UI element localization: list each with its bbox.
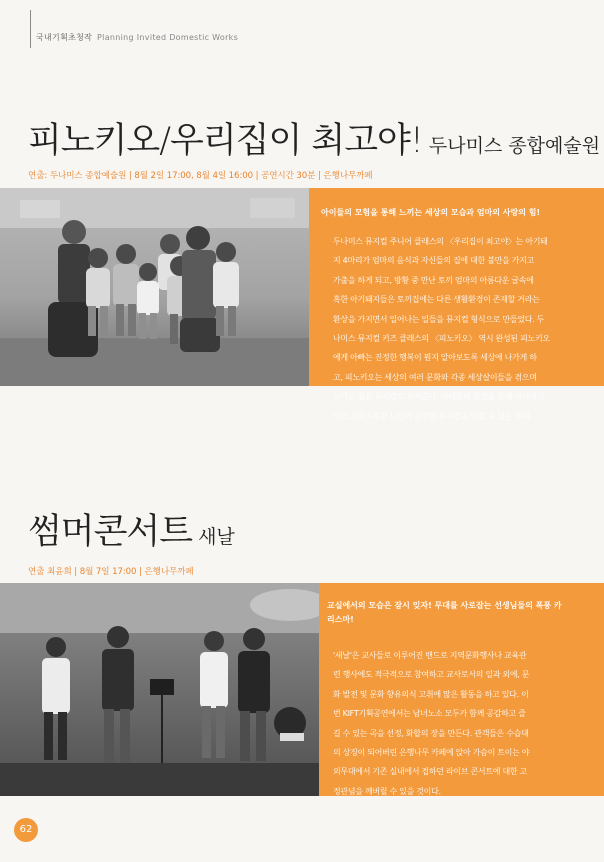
work2-body xyxy=(333,646,599,801)
work2-body-line: 번 KIFT기획공연에서는 남녀노소 모두가 함께 공감하고 즐 xyxy=(333,709,526,719)
work1-credit: 연출: 두나미스 종합예술원 | 8월 2일 17:00, 8월 4일 16:00 | 공연시간 30분 | 은행나무까페 xyxy=(28,171,373,181)
page-number: 62 xyxy=(14,818,38,842)
work2-body-line: '새날'은 교사들로 이루어진 밴드로 지역문화행사나 교육관 xyxy=(333,651,527,660)
work1-body-line: 지 4마리가 엄마의 음식과 자신들의 집에 대한 불만을 가지고 xyxy=(333,256,535,266)
section-label-ko: 국내기획초청작 xyxy=(36,33,93,42)
work1-title: 피노키오/우리집이 최고야! xyxy=(28,121,423,161)
work2-credit: 연출 최윤희 | 8월 7일 17:00 | 은행나무까페 xyxy=(28,567,194,577)
work2-lead-line: 교실에서의 모습은 잠시 잊자! 무대를 사로잡는 선생님들의 폭풍 카 xyxy=(327,601,562,610)
work1-lead: 아이들의 모험을 통해 느끼는 세상의 모습과 엄마의 사랑의 힘! xyxy=(321,208,541,217)
work2-photo-illustration xyxy=(0,583,319,796)
work2-body-line: 련 행사에도 적극적으로 참여하고 교사로서의 일과 외에, 문 xyxy=(333,670,530,680)
work2-body-line: 화 발전 및 문화 향유의식 고취에 많은 활동을 하고 있다. 이 xyxy=(333,689,529,699)
work2-body-line: 의 상징이 되어버린 은행나무 카페에 앉아 가슴이 트이는 야 xyxy=(333,748,530,758)
work1-body-line: 나미스 뮤지컬 키즈 클래스의 〈피노키오〉 역시 완성된 피노키오 xyxy=(333,334,550,344)
work2-info-panel xyxy=(319,583,604,796)
work1-body-line: 하고 오목조목한 느낌의 신선한 뮤지컬을 맛볼 수 있는 무대. xyxy=(333,411,532,421)
work1-title-block xyxy=(28,113,600,163)
work2-body-line: 길 수 있는 곡을 선정, 화합의 장을 만든다. 관객들은 수습대 xyxy=(333,728,529,738)
work2-company: 새날 xyxy=(198,526,235,548)
work2-lead xyxy=(327,599,599,627)
work1-body-line: 혹한 아기돼지들은 토끼집에는 다른 생활환경이 존재할 거라는 xyxy=(333,295,540,305)
work1-photo xyxy=(0,188,309,386)
work1-body xyxy=(333,232,599,426)
work2-lead-line: 리스마! xyxy=(327,615,354,624)
work1-info-panel xyxy=(309,188,604,421)
work2-photo xyxy=(0,583,319,796)
work2-title: 썸머콘서트 xyxy=(28,512,193,552)
work2-body-line: 외무대에서 기존 실내에서 접하던 라이브 콘서트에 대한 고 xyxy=(333,767,527,777)
work1-body-line: 고, 피노키오는 세상의 여러 문화와 각종 세상살이들을 겪으며 xyxy=(333,372,537,382)
header-rule xyxy=(30,10,31,48)
work1-body-line: 두나미스 뮤지컬 주니어 클래스의 〈우리집이 최고야〉는 아기돼 xyxy=(333,237,548,246)
section-label-en: Planning Invited Domestic Works xyxy=(97,33,239,42)
work1-body-line: 에게 아빠는 진정한 행복이 뭔지 알아보도록 세상에 나가게 하 xyxy=(333,353,537,363)
section-header xyxy=(36,32,238,43)
work2-body-line: 정관념을 깨버릴 수 있을 것이다. xyxy=(333,786,441,796)
work1-company: 두나미스 종합예술원 xyxy=(428,135,601,157)
work1-body-line: 환상을 가지면서 일어나는 일들을 뮤지컬 형식으로 만들었다. 두 xyxy=(333,314,545,324)
work2-title-block xyxy=(28,504,235,554)
work1-photo-illustration xyxy=(0,188,309,386)
work1-body-line: 가출을 하게 되고, 방황 중 만난 토끼 엄마의 아름다운 굴속에 xyxy=(333,275,534,285)
work1-body-line: 느끼는 점을 뮤지컬로 보여준다. 아이들의 공연을 통해 아기자기 xyxy=(333,392,545,402)
